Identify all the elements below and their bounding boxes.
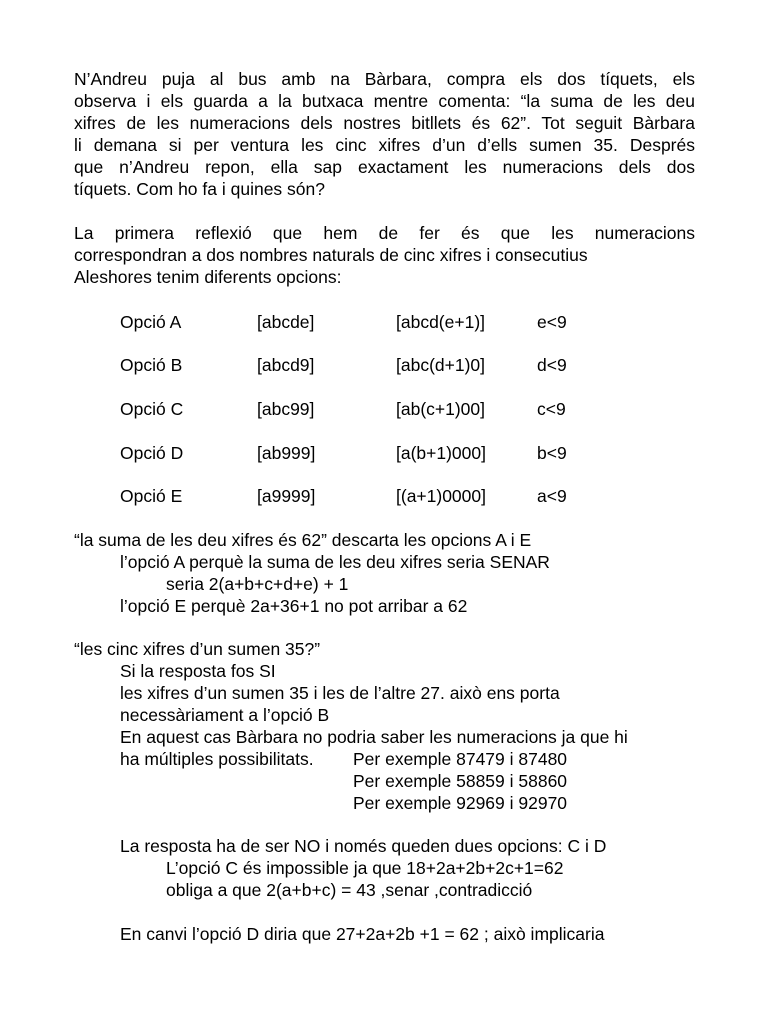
option-second-ticket: [ab(c+1)00] [396,399,486,419]
text-line: La primera reflexió que hem de fer és que les numeracions [74,223,695,243]
text-line: tíquets. Com ho fa i quines són? [74,179,325,199]
option-label: Opció C [120,399,184,419]
option-condition: b<9 [537,443,567,463]
option-condition: e<9 [537,312,567,332]
option-first-ticket: [ab999] [257,443,316,463]
example-line: Per exemple 87479 i 87480 [353,749,568,769]
text-line: obliga a que 2(a+b+c) = 43 ,senar ,contradicció [166,880,533,900]
text-line: xifres de les numeracions dels nostres bitllets és 62”. Tot seguit Bàrbara [74,113,695,133]
option-first-ticket: [a9999] [257,486,316,506]
example-line: Per exemple 92969 i 92970 [353,793,568,813]
text-line: Aleshores tenim diferents opcions: [74,267,342,287]
option-second-ticket: [a(b+1)000] [396,443,486,463]
option-first-ticket: [abc99] [257,399,315,419]
option-condition: c<9 [537,399,566,419]
option-condition: a<9 [537,486,567,506]
text-line: En aquest cas Bàrbara no podria saber les numeracions ja que hi [120,727,628,747]
section-heading: “la suma de les deu xifres és 62” descarta les opcions A i E [74,530,532,550]
text-line: necessàriament a l’opció B [120,705,330,725]
example-line: Per exemple 58859 i 58860 [353,771,568,791]
option-second-ticket: [(a+1)0000] [396,486,486,506]
text-line: li demana si per ventura les cinc xifres d’un d’ells sumen 35. Després [74,135,695,155]
intro-paragraph [74,68,695,200]
text-line: La resposta ha de ser NO i només queden dues opcions: C i D [120,836,607,856]
text-line: correspondran a dos nombres naturals de cinc xifres i consecutius [74,245,588,265]
option-condition: d<9 [537,355,567,375]
option-first-ticket: [abcd9] [257,355,315,375]
text-line: ha múltiples possibilitats. [120,749,314,769]
option-label: Opció E [120,486,183,506]
text-line: L’opció C és impossible ja que 18+2a+2b+2c+1=62 [166,858,564,878]
formula-line: seria 2(a+b+c+d+e) + 1 [166,574,349,594]
option-label: Opció A [120,312,182,332]
text-line: que n’Andreu repon, ella sap exactament les numeracions dels dos [74,157,695,177]
text-line: En canvi l’opció D diria que 27+2a+2b +1 = 62 ; això implicaria [120,924,605,944]
reflection-paragraph [74,222,695,288]
section-heading: “les cinc xifres d’un sumen 35?” [74,639,321,659]
option-second-ticket: [abcd(e+1)] [396,312,486,332]
text-line: les xifres d’un sumen 35 i les de l’altre 27. això ens porta [120,683,560,703]
option-second-ticket: [abc(d+1)0] [396,355,486,375]
text-line: N’Andreu puja al bus amb na Bàrbara, compra els dos tíquets, els [74,69,695,89]
text-line: l’opció E perquè 2a+36+1 no pot arribar a 62 [120,596,468,616]
option-label: Opció B [120,355,183,375]
option-first-ticket: [abcde] [257,312,315,332]
option-label: Opció D [120,443,184,463]
text-line: Si la resposta fos SI [120,661,276,681]
text-line: observa i els guarda a la butxaca mentre comenta: “la suma de les deu [74,91,695,111]
text-line: l’opció A perquè la suma de les deu xifres seria SENAR [120,552,550,572]
